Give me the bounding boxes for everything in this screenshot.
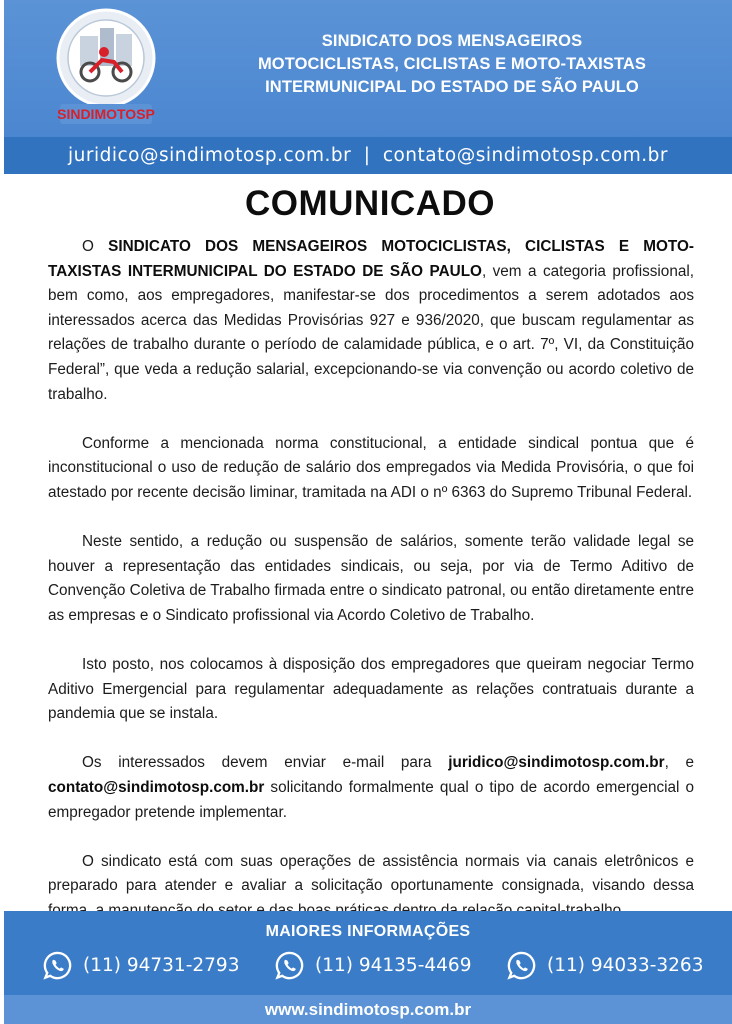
phone-number: (11) 94731-2793 [83, 954, 240, 976]
paragraph-3: Neste sentido, a redução ou suspensão de salários, somente terão validade legal se houver a representação das entidades sindicais, ou seja, por via de Termo Aditivo de Convenção Coletiva de Trabalho firmada entre o sindicato patronal, ou então diretamente entre as empresas e o Sindicato profissional via Acordo Coletivo de Trabalho. [48, 533, 694, 624]
document-body [48, 235, 694, 924]
document-title: COMUNICADO [245, 184, 495, 223]
email-contact-bar [4, 137, 732, 174]
footer-contacts [4, 911, 732, 1024]
paragraph-4: Isto posto, nos colocamos à disposição dos empregadores que queiram negociar Termo Aditivo Emergencial para regulamentar adequadamente as relações contratuais durante a pandemia que se instala. [48, 656, 694, 723]
paragraph-1: O SINDICATO DOS MENSAGEIROS MOTOCICLISTAS, CICLISTAS E MOTO-TAXISTAS INTERMUNICIPAL DO ESTADO DE SÃO PAULO, vem a categoria profissional, bem como, aos empregadores, manifestar-se dos procedimentos a serem adotados aos interessados acerca das Medidas Provisórias 927 e 936/2020, que buscam regulamentar as relações de trabalho durante o período de calamidade pública, e o art. 7º, VI, da Constituição Federal”, que veda a redução salarial, excepcionando-se via convenção ou acordo coletivo de trabalho. [48, 238, 694, 403]
phone-number: (11) 94033-3263 [547, 954, 704, 976]
juridico-email-inline[interactable]: juridico@sindimotosp.com.br [448, 754, 665, 772]
phone-number: (11) 94135-4469 [315, 954, 472, 976]
contato-email-link[interactable]: contato@sindimotosp.com.br [382, 145, 668, 166]
website-link[interactable]: www.sindimotosp.com.br [4, 995, 732, 1024]
logo-wordmark: SINDIMOTOSP [57, 106, 155, 122]
juridico-email-link[interactable]: juridico@sindimotosp.com.br [68, 145, 352, 166]
phone-contact-3[interactable] [506, 949, 703, 981]
sindimotosp-logo [50, 6, 162, 128]
whatsapp-icon [42, 950, 73, 981]
contato-email-inline[interactable]: contato@sindimotosp.com.br [48, 779, 265, 797]
paragraph-6: O sindicato está com suas operações de assistência normais via canais eletrônicos e preparado para atender e avaliar a solicitação oportunamente consignada, visando dessa [48, 852, 694, 895]
header-banner [4, 0, 732, 137]
whatsapp-icon [274, 950, 305, 981]
paragraph-2: Conforme a mencionada norma constitucional, a entidade sindical pontua que é inconstitucional o uso de redução de salário dos empregados via Medida Provisória, o que foi atestado por recente decisão liminar, tramitada na ADI o nº 6363 do Supremo Tribunal Federal. [48, 434, 694, 501]
paragraph-5: Os interessados devem enviar e-mail para juridico@sindimotosp.com.br, e contato@sindimotosp.com.br solicitando formalmente qual o tipo de acordo emergencial o empregador pretende implementar. [48, 754, 695, 821]
more-info-label: MAIORES INFORMAÇÕES [265, 923, 471, 940]
email-separator: | [363, 145, 371, 166]
whatsapp-icon [506, 950, 537, 981]
phone-contact-1[interactable] [42, 949, 239, 981]
phone-contact-2[interactable] [274, 949, 471, 981]
union-name-heading: SINDICATO DOS MENSAGEIROS MOTOCICLISTAS, CICLISTAS E MOTO-TAXISTAS INTERMUNICIPAL DO ESTADO DE SÃO PAULO [257, 32, 647, 96]
